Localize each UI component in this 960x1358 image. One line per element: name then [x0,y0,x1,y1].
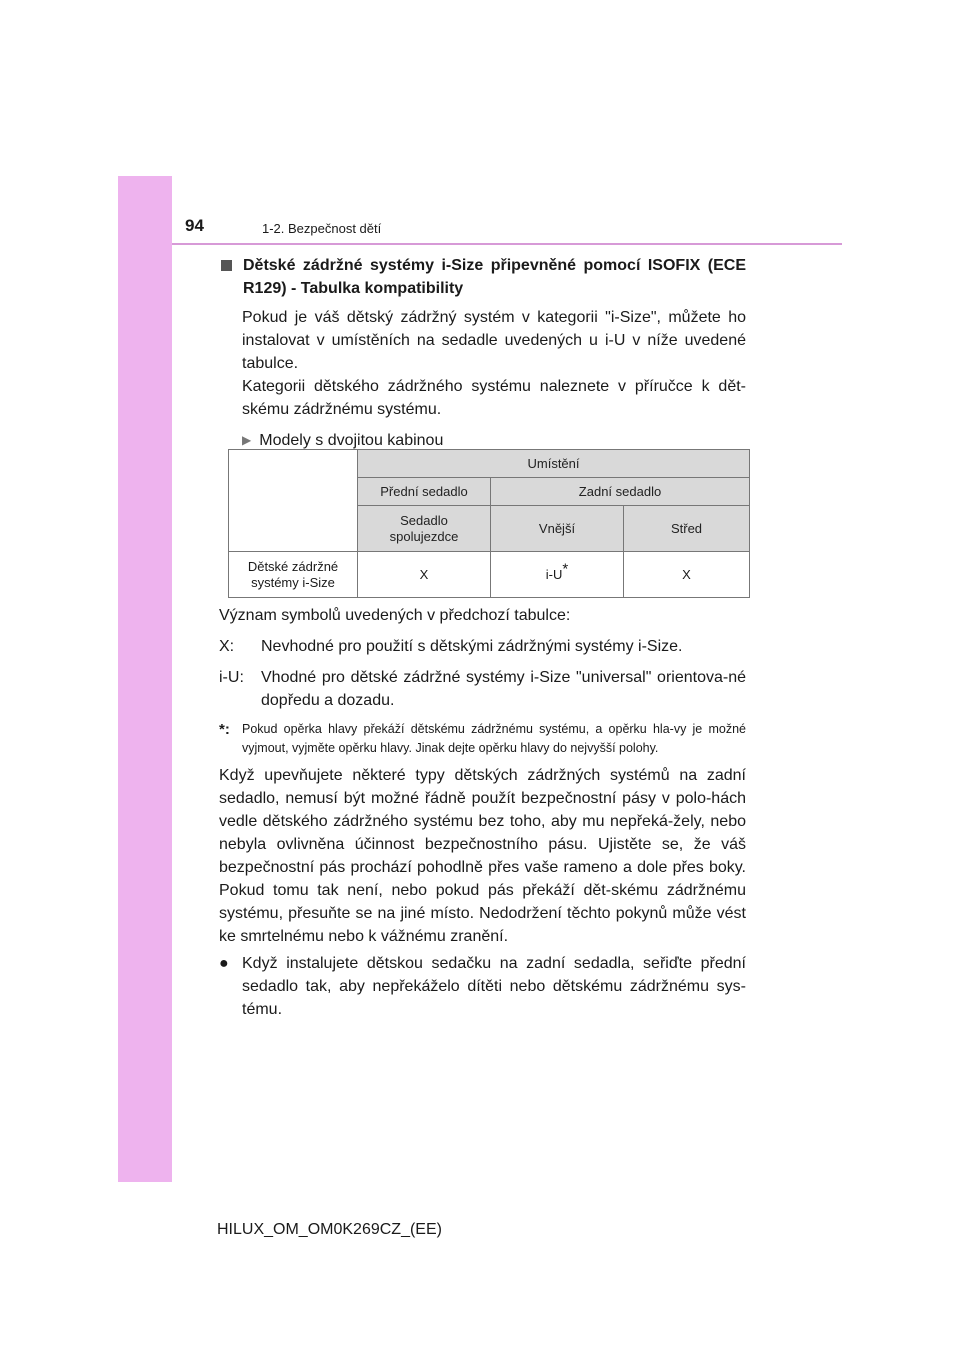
legend-iu-desc: Vhodné pro dětské zádržné systémy i-Size "universal" orientova-né dopředu a dozadu. [261,669,746,709]
column-center: Střed [624,506,750,552]
cell-passenger-value: X [358,552,491,598]
footnote-mark: *: [219,721,230,738]
section-title: 1-2. Bezpečnost dětí [262,221,382,236]
page-number: 94 [185,216,204,235]
section-heading [219,254,746,300]
legend-intro: Význam symbolů uvedených v předchozí tabulce: [219,607,571,624]
legend-iu-term: i-U: [219,669,244,686]
intro-block [219,306,746,421]
legend-x-desc: Nevhodné pro použití s dětskými zádržnými systémy i-Size. [261,638,683,655]
legend-x-term: X: [219,638,235,655]
row-label-isize: Dětské zádržné systémy i-Size [229,552,358,598]
round-bullet-icon: ● [219,955,229,972]
bullet-item [219,952,746,1021]
cell-center-value: X [624,552,750,598]
header-location: Umístění [358,450,750,478]
main-content [219,254,746,452]
side-tab-bar [118,176,172,1182]
model-subheading-text: Modely s dvojitou kabinou [259,432,444,449]
intro-paragraph-2: Kategorii dětského zádržného systému naleznete v příručce k dět-skému zádržnému systému. [242,378,746,418]
document-code: HILUX_OM_OM0K269CZ_(EE) [217,1221,442,1238]
header-front-seat: Přední sedadlo [358,478,491,506]
section-heading-text: Dětské zádržné systémy i-Size připevněné pomocí ISOFIX (ECE R129) - Tabulka kompatibility [243,257,746,297]
header-divider [172,243,842,245]
legend-x-row [219,635,746,658]
bullet-text: Když instalujete dětskou sedačku na zadní sedadla, seřiďte přední sedadlo tak, aby nepřekáželo dítěti nebo dětskému zádržnému sys-tému. [242,955,746,1018]
body-paragraph: Když upevňujete některé typy dětských zádržných systémů na zadní sedadlo, nemusí být možné řádně použít bezpečnostní pásy v polo-hách vedle dětského zádržného systému bez toho, aby mu nepřeká-žely, nebo nebyla ovlivněna účinnost bezpečnostního pásu. Ujistěte se, že váš bezpečnostní pás prochází pohodlně přes vaše rameno a dole přes boky. Pokud tomu tak není, nebo pokud pás překáží dět-skému zádržnému systému, přesuňte se na jiné místo. Nedodržení těchto pokynů může vést ke smrtelnému nebo k vážnému zranění. [219,767,746,945]
legend-and-notes [219,604,746,1021]
table-corner-cell [229,450,358,552]
legend-iu-row [219,666,746,712]
triangle-right-icon: ▶ [242,433,252,447]
cell-outer-value [491,552,624,598]
square-bullet-icon [221,260,232,271]
asterisk-mark: * [562,560,569,578]
column-passenger-seat: Sedadlo spolujezdce [358,506,491,552]
cell-outer-text: i-U [545,566,563,582]
intro-paragraph-1: Pokud je váš dětský zádržný systém v kategorii "i-Size", můžete ho instalovat v umístěních na sedadle uvedených u i-U v níže uvedené tabulce. [242,309,746,372]
header-rear-seat: Zadní sedadlo [491,478,750,506]
column-outer: Vnější [491,506,624,552]
compatibility-table [228,449,750,598]
footnote [219,720,746,758]
footnote-text: Pokud opěrka hlavy překáží dětskému zádržnému systému, a opěrku hla-vy je možné vyjmout, vyjměte opěrku hlavy. Jinak dejte opěrku hlavy do nejvyšší polohy. [242,722,746,755]
